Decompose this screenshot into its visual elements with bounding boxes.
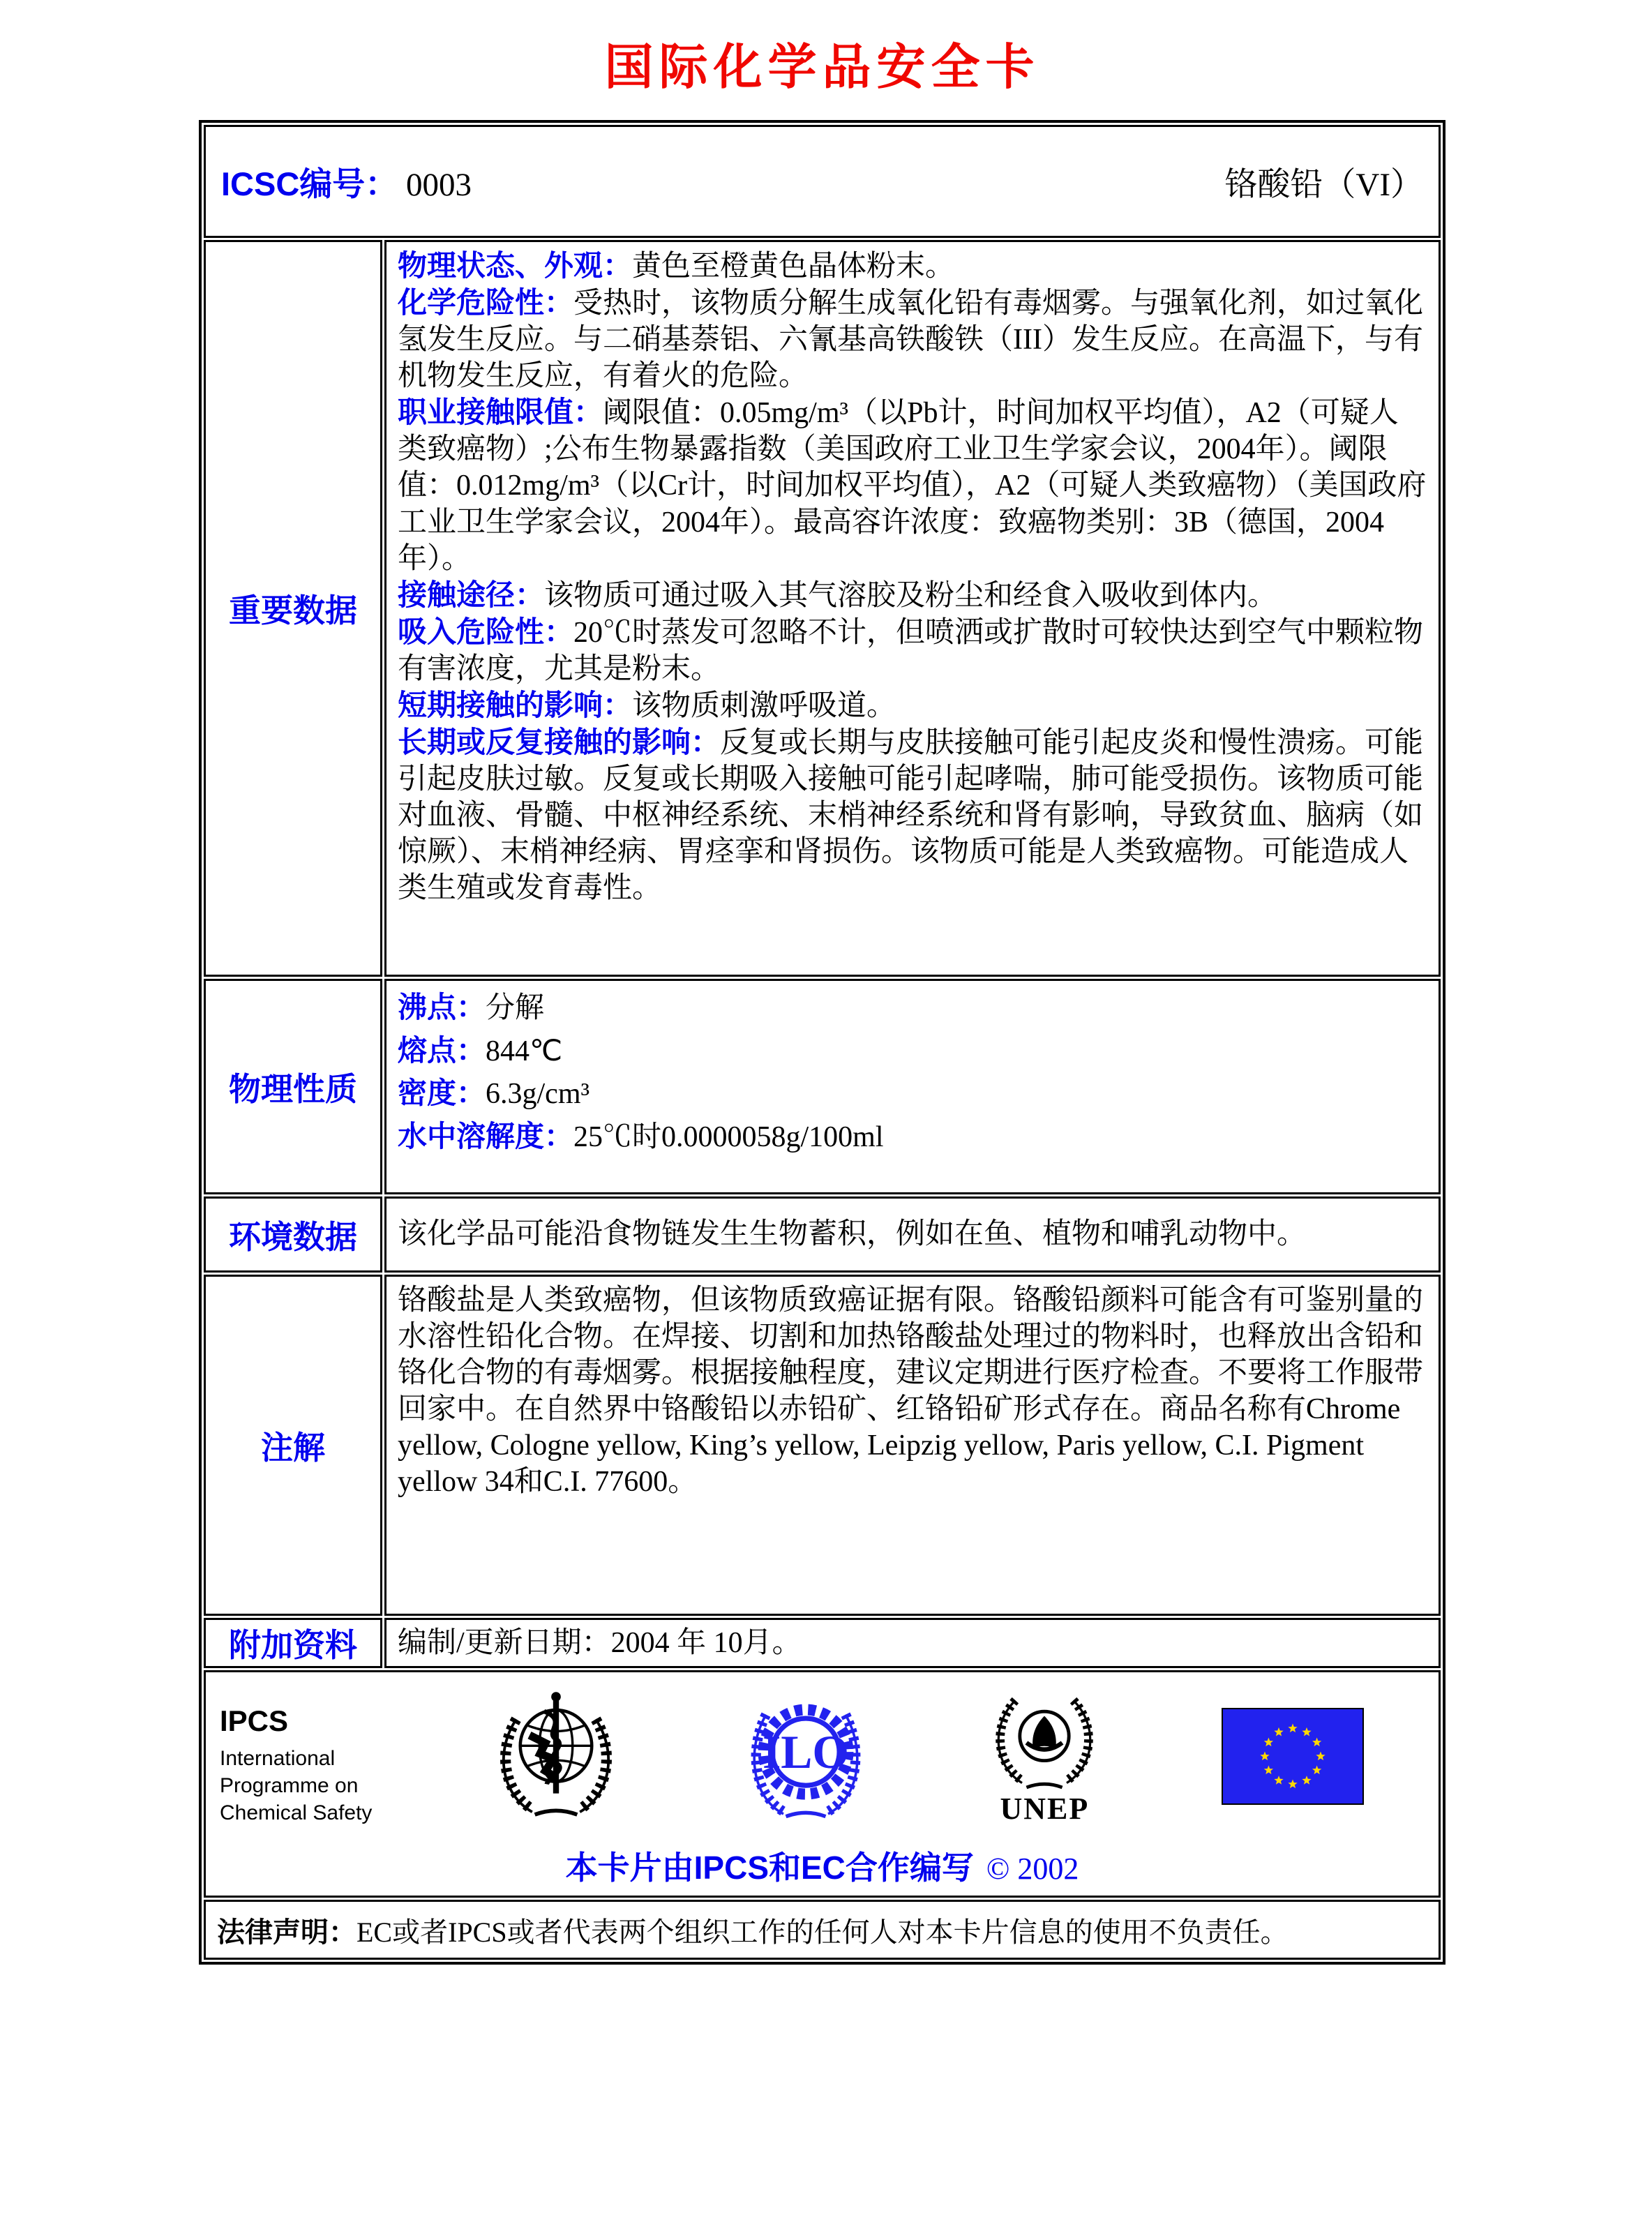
- legal-text: EC或者IPCS或者代表两个组织工作的任何人对本卡片信息的使用不负责任。: [356, 1916, 1289, 1948]
- footer-cell: [204, 1670, 1441, 1898]
- environmental-data-content: [384, 1196, 1441, 1273]
- footer-logos: [429, 1685, 1425, 1831]
- icsc-card-table: [199, 120, 1446, 1965]
- notes-text: 铬酸盐是人类致癌物，但该物质致癌证据有限。铬酸铅颜料可能含有可鉴别量的水溶性铅化合物。在焊接、切割和加热铬酸盐处理过的物料时，也释放出含铅和铬化合物的有毒烟雾。根据接触程度，建议定期进行医疗检查。不要将工作服带回家中。在自然界中铬酸铅以赤铅矿、红铬铅矿形式存在。商品名称有Chrome yellow, Cologne yellow, King’s yellow, Leipzig yellow, Paris yellow, C.I. Pigment yellow 34和C.I. 77600。: [398, 1284, 1424, 1499]
- header-cell: [204, 125, 1441, 238]
- footer-top: [220, 1685, 1425, 1831]
- paragraph-short-term-effects: 短期接触的影响：该物质刺激呼吸道。: [398, 688, 896, 722]
- notes-content: [384, 1275, 1441, 1616]
- credit-text: 本卡片由IPCS和EC合作编写: [565, 1849, 974, 1886]
- additional-info-row-label: 附加资料: [204, 1618, 382, 1668]
- environmental-data-text: 该化学品可能沿食物链发生生物蓄积，例如在鱼、植物和哺乳动物中。: [398, 1218, 1307, 1251]
- page-title: 国际化学品安全卡: [604, 41, 1040, 95]
- property-melting-point: 熔点：844℃: [398, 1033, 563, 1067]
- paragraph-inhalation-risk: 吸入危险性：20℃时蒸发可忽略不计，但喷洒或扩散时可较快达到空气中颗粒物有害浓度，尤其是粉末。: [398, 615, 1424, 685]
- ipcs-title: IPCS: [220, 1704, 289, 1737]
- environmental-data-row-label: 环境数据: [204, 1196, 382, 1273]
- property-density: 密度：6.3g/cm³: [398, 1076, 590, 1111]
- legal-cell: [204, 1900, 1441, 1960]
- copyright-text: © 2002: [986, 1852, 1079, 1886]
- paragraph-occupational-limits: 职业接触限值：阈限值：0.05mg/m³（以Pb计，时间加权平均值），A2（可疑人类致癌物）;公布生物暴露指数（美国政府工业卫生学家会议，2004年）。阈限值：0.012mg/m³（以Cr计，时间加权平均值），A2（可疑人类致癌物）（美国政府工业卫生学家会议，2004年）。最高容许浓度：致癌物类别：3B（德国，2004年）。: [398, 396, 1427, 575]
- chemical-name: 铬酸铅（VI）: [1224, 166, 1423, 203]
- environmental-data-row: [204, 1196, 1441, 1273]
- icsc-number-group: [221, 158, 472, 205]
- additional-info-text: 编制/更新日期：2004 年 10月。: [398, 1626, 802, 1659]
- paragraph-exposure-routes: 接触途径：该物质可通过吸入其气溶胶及粉尘和经食入吸收到体内。: [398, 578, 1277, 612]
- paragraph-long-term-effects: 长期或反复接触的影响：反复或长期与皮肤接触可能引起皮炎和慢性溃疡。可能引起皮肤过敏。反复或长期吸入接触可能引起哮喘，肺可能受损伤。该物质可能对血液、骨髓、中枢神经系统、末梢神经系统和肾有影响，导致贫血、脑病（如惊厥）、末梢神经病、胃痉挛和肾损伤。该物质可能是人类致癌物。可能造成人类生殖或发育毒性。: [398, 726, 1424, 905]
- unep-icon: [989, 1690, 1100, 1826]
- footer-row: [204, 1670, 1441, 1898]
- who-icon: [490, 1685, 622, 1831]
- header-row: [204, 125, 1441, 238]
- paragraph-physical-state: 物理状态、外观：黄色至橙黄色晶体粉末。: [398, 249, 955, 283]
- important-data-row: [204, 240, 1441, 977]
- paragraph-chemical-danger: 化学危险性：受热时，该物质分解生成氧化铅有毒烟雾。与强氧化剂，如过氧化氢发生反应。与二硝基萘铝、六氰基高铁酸铁（III）发生反应。在高温下，与有机物发生反应，有着火的危险。: [398, 286, 1424, 393]
- physical-properties-row-label: 物理性质: [204, 979, 382, 1194]
- ipcs-block: IPCS International Programme on Chemical Safety: [220, 1685, 429, 1826]
- notes-row: [204, 1275, 1441, 1616]
- additional-info-row: [204, 1618, 1441, 1668]
- physical-properties-content: [384, 979, 1441, 1194]
- legal-text-wrap: [217, 1910, 1289, 1950]
- icsc-number-value: 0003: [406, 166, 472, 203]
- svg-text:ILO: ILO: [762, 1726, 849, 1779]
- property-boiling-point: 沸点：分解: [398, 991, 545, 1024]
- important-data-row-label: 重要数据: [204, 240, 382, 977]
- unep-label: UNEP: [1000, 1791, 1090, 1826]
- eu-flag-icon: [1222, 1708, 1364, 1808]
- legal-row: [204, 1900, 1441, 1960]
- physical-properties-row: [204, 979, 1441, 1194]
- ilo-icon: [744, 1688, 868, 1828]
- additional-info-content: [384, 1618, 1441, 1668]
- icsc-number-label: ICSC编号：: [221, 165, 398, 202]
- notes-row-label: 注解: [204, 1275, 382, 1616]
- credit-line: [220, 1843, 1425, 1889]
- property-water-solubility: 水中溶解度：25℃时0.0000058g/100ml: [398, 1119, 884, 1153]
- important-data-content: [384, 240, 1441, 977]
- legal-label: 法律声明：: [217, 1916, 356, 1948]
